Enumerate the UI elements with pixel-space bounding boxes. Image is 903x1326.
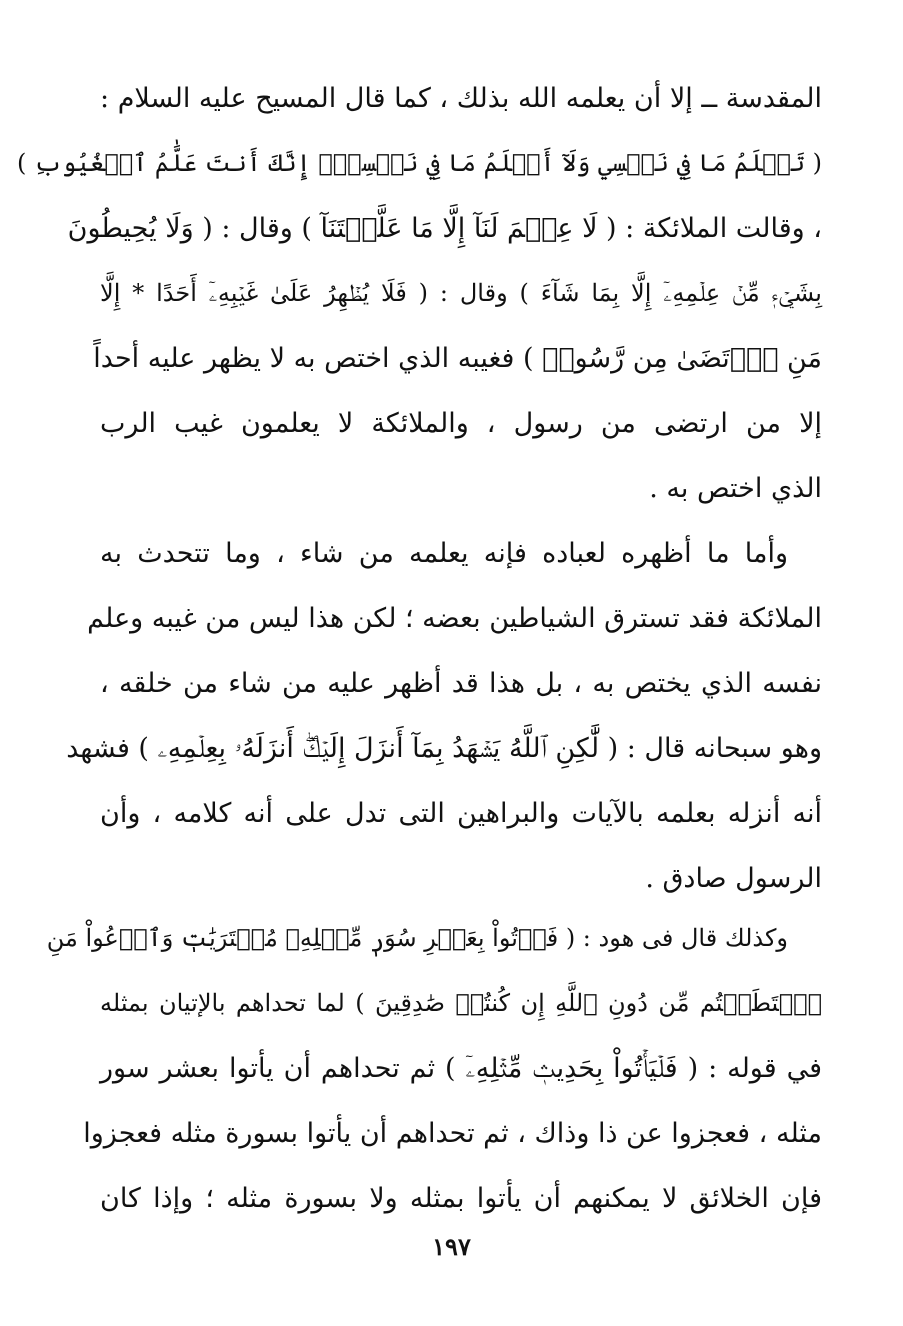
paragraph-1 [17,66,822,521]
text-line: في قوله : ( فَلۡيَأۡتُواْ بِحَدِيثٖ مِّثۡلِهِۦٓ ) ثم تحداهم أن يأتوا بعشر سور [100,1053,822,1084]
paragraph-3 [46,906,822,1231]
quran-verse-line: بِشَيۡءٖ مِّنۡ عِلۡمِهِۦٓ إِلَّا بِمَا شَآءَ ) وقال : ( فَلَا يُظۡهِرُ عَلَىٰ غَيۡبِهِۦٓ أَحَدًا * إِلَّا [100,279,822,307]
page-number: ١٩٧ [432,1232,471,1261]
quran-verse-line: ( تَعۡلَمُ مَا فِي نَفۡسِي وَلَآ أَعۡلَمُ مَا فِي نَفۡسِكَۚ إِنَّكَ أَنتَ عَلَّٰمُ ٱلۡغُيُوبِ ) [17,149,822,177]
text-line: مَنِ ٱرۡتَضَىٰ مِن رَّسُولٖ ) فغيبه الذي اختص به لا يظهر عليه أحداً [93,343,822,374]
text-line: الرسول صادق . [645,863,822,894]
quran-verse-line: ٱسۡتَطَعۡتُم مِّن دُونِ ٱللَّهِ إِن كُنتُمۡ صَٰدِقِينَ ) لما تحداهم بالإتيان بمثله [100,989,822,1017]
text-line: الملائكة فقد تسترق الشياطين بعضه ؛ لكن هذا ليس من غيبه وعلم [87,603,822,634]
text-line: أنه أنزله بعلمه بالآيات والبراهين التى تدل على أنه كلامه ، وأن [100,798,822,829]
text-line: وأما ما أظهره لعباده فإنه يعلمه من شاء ، وما تتحدث به [100,538,788,569]
text-line: فإن الخلائق لا يمكنهم أن يأتوا بمثله ولا بسورة مثله ؛ وإذا كان [100,1183,822,1214]
text-line: مثله ، فعجزوا عن ذا وذاك ، ثم تحداهم أن يأتوا بسورة مثله فعجزوا [83,1118,822,1149]
text-line: إلا من ارتضى من رسول ، والملائكة لا يعلمون غيب الرب [100,408,822,439]
quran-verse-line: وكذلك قال فى هود : ( فَأۡتُواْ بِعَشۡرِ سُوَرٖ مِّثۡلِهِۦ مُفۡتَرَيَٰتٖ وَٱدۡعُواْ مَنِ [46,924,788,952]
text-line: نفسه الذي يختص به ، بل هذا قد أظهر عليه من شاء من خلقه ، [100,668,822,699]
text-line: ، وقالت الملائكة : ( لَا عِلۡمَ لَنَآ إِلَّا مَا عَلَّمۡتَنَآ ) وقال : ( وَلَا يُحِيطُونَ [67,213,822,244]
text-line: وهو سبحانه قال : ( لَّٰكِنِ ٱللَّهُ يَشۡهَدُ بِمَآ أَنزَلَ إِلَيۡكَۖ أَنزَلَهُۥ بِعِلۡمِهِۦ ) فشهد [66,733,822,764]
text-line: الذي اختص به . [649,473,822,504]
text-line: المقدسة ــ إلا أن يعلمه الله بذلك ، كما قال المسيح عليه السلام : [100,83,822,114]
paragraph-2 [66,521,822,911]
